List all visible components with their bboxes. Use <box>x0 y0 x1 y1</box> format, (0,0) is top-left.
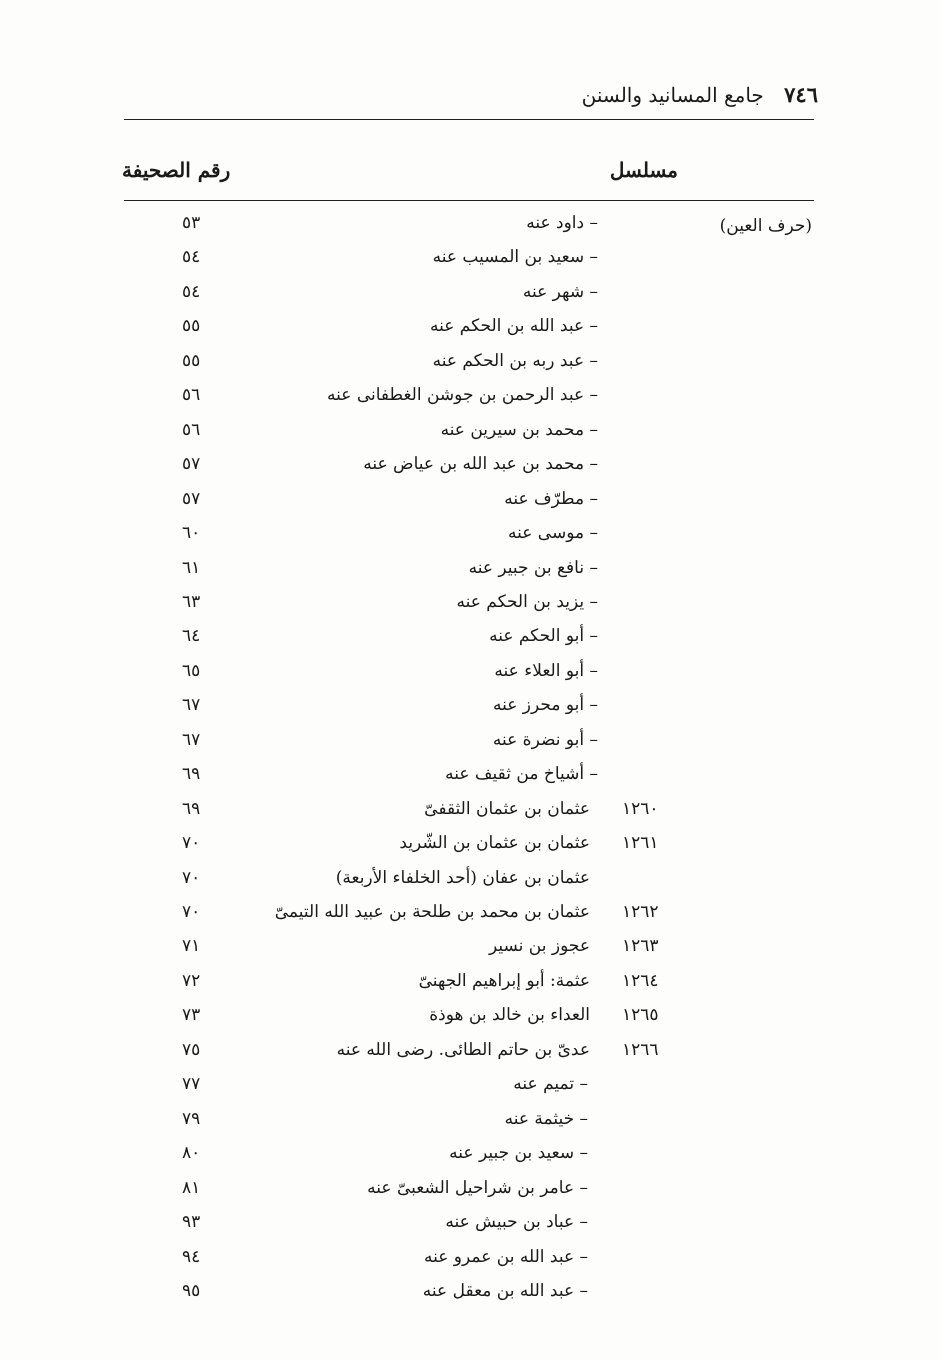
sub-entry-text: – داود عنه <box>526 213 598 233</box>
entry-text: عثمان بن عثمان بن الشّريد <box>399 833 590 854</box>
serial-number: ١٢٦١ <box>622 833 659 854</box>
page-ref: ٨٠ <box>182 1143 201 1164</box>
page-ref: ٦٩ <box>182 798 201 819</box>
header-rule <box>124 119 814 120</box>
page-ref: ٧٢ <box>182 970 201 991</box>
section-label: (حرف العين) <box>719 216 812 236</box>
index-row <box>0 729 940 763</box>
index-row <box>0 1004 940 1038</box>
entry-text: عثمة: أبو إبراهيم الجهنىّ <box>418 970 590 991</box>
sub-entry-text: – شهر عنه <box>522 281 598 302</box>
sub-entry-text: – أشياخ من ثقيف عنه <box>445 764 598 785</box>
entry-text: عثمان بن محمد بن طلحة بن عبيد الله التيمىّ <box>274 902 590 922</box>
sub-entry-text: – محمد بن عبد الله بن عياض عنه <box>363 454 598 475</box>
index-row <box>0 694 940 728</box>
index-row <box>0 798 940 832</box>
entry-text: عثمان بن عفان (أحد الخلفاء الأربعة) <box>335 867 590 888</box>
entry-text: العداء بن خالد بن هوذة <box>429 1005 590 1026</box>
sub-entry-text: – مطرّف عنه <box>504 488 598 509</box>
index-row <box>0 419 940 453</box>
index-row <box>0 315 940 349</box>
index-row <box>0 1177 940 1211</box>
page-ref: ٥٣ <box>182 213 201 233</box>
page-ref: ٦٥ <box>182 660 201 681</box>
page-ref: ٦٠ <box>182 523 201 544</box>
page-ref: ٥٥ <box>182 350 201 371</box>
page-ref: ٥٤ <box>182 281 201 302</box>
book-title: جامع المسانيد والسنن <box>581 83 764 107</box>
column-heading-rule <box>124 200 814 201</box>
sub-entry-text: – نافع بن جبير عنه <box>468 557 598 578</box>
sub-entry-text: – عبد الله بن عمرو عنه <box>424 1246 588 1267</box>
page-ref: ٥٦ <box>182 419 201 440</box>
sub-entry-text: – محمد بن سيرين عنه <box>440 419 598 440</box>
index-row <box>0 832 940 866</box>
index-row <box>0 212 940 246</box>
entry-text: عدىّ بن حاتم الطائى. رضى الله عنه <box>336 1039 590 1060</box>
page-ref: ٧٧ <box>182 1074 201 1095</box>
index-row <box>0 867 940 901</box>
page-ref: ٦٧ <box>182 695 201 716</box>
sub-entry-text: – عبد الله بن معقل عنه <box>422 1280 588 1301</box>
sub-entry-text: – أبو محرز عنه <box>492 695 598 716</box>
page-ref: ٧٣ <box>182 1005 201 1026</box>
index-row <box>0 1108 940 1142</box>
sub-entry-text: – يزيد بن الحكم عنه <box>456 591 598 612</box>
index-row <box>0 591 940 625</box>
page-ref: ٩٥ <box>182 1280 201 1301</box>
sub-entry-text: – أبو العلاء عنه <box>494 660 598 681</box>
page-ref: ٥٧ <box>182 488 201 509</box>
sub-entry-text: – موسى عنه <box>508 523 598 544</box>
index-row <box>0 453 940 487</box>
page-ref: ٥٤ <box>182 247 201 268</box>
serial-number: ١٢٦٥ <box>622 1005 659 1026</box>
index-row <box>0 1280 940 1314</box>
index-row <box>0 246 940 280</box>
index-row <box>0 384 940 418</box>
page-ref: ٦٤ <box>182 626 201 647</box>
page-ref: ٧٥ <box>182 1039 201 1060</box>
page-number: ٧٤٦ <box>784 82 818 107</box>
index-row <box>0 557 940 591</box>
index-row <box>0 901 940 935</box>
sub-entry-text: – أبو الحكم عنه <box>489 626 598 647</box>
index-row <box>0 1211 940 1245</box>
index-row <box>0 522 940 556</box>
sub-entry-text: – أبو نضرة عنه <box>492 729 598 750</box>
serial-column-heading: مسلسل <box>609 158 678 182</box>
page-ref: ٥٥ <box>182 316 201 337</box>
page-ref: ٦١ <box>182 557 201 578</box>
serial-number: ١٢٦٤ <box>622 970 659 991</box>
sub-entry-text: – عبد الله بن الحكم عنه <box>430 316 598 337</box>
page-ref: ٨١ <box>182 1177 201 1198</box>
page-ref: ٧٩ <box>182 1108 201 1129</box>
entry-text: عجوز بن نسير <box>489 936 590 957</box>
index-row <box>0 1073 940 1107</box>
page-ref: ٦٩ <box>182 764 201 785</box>
index-row <box>0 1142 940 1176</box>
page-ref: ٧٠ <box>182 902 201 922</box>
index-row <box>0 970 940 1004</box>
page-ref: ٧٠ <box>182 867 201 888</box>
page-ref: ٥٧ <box>182 454 201 475</box>
sub-entry-text: – عبد ربه بن الحكم عنه <box>432 350 598 371</box>
index-row <box>0 1039 940 1073</box>
page-ref: ٦٧ <box>182 729 201 750</box>
index-row <box>0 488 940 522</box>
running-header <box>582 82 818 107</box>
index-row <box>0 763 940 797</box>
page-ref: ٧٠ <box>182 833 201 854</box>
sub-entry-text: – سعيد بن المسيب عنه <box>432 247 598 268</box>
sub-entry-text: – سعيد بن جبير عنه <box>449 1143 588 1164</box>
serial-number: ١٢٦٠ <box>622 798 659 819</box>
index-row <box>0 660 940 694</box>
index-row <box>0 625 940 659</box>
serial-number: ١٢٦٣ <box>622 936 659 957</box>
serial-number: ١٢٦٦ <box>622 1039 659 1060</box>
page-ref: ٦٣ <box>182 591 201 612</box>
page-column-heading: رقم الصحيفة <box>122 158 231 182</box>
sub-entry-text: – خيثمة عنه <box>504 1108 588 1129</box>
entry-text: عثمان بن عثمان الثقفىّ <box>424 798 590 819</box>
index-row <box>0 281 940 315</box>
index-row <box>0 1246 940 1280</box>
page-ref: ٧١ <box>182 936 201 957</box>
sub-entry-text: – عباد بن حبيش عنه <box>445 1212 588 1233</box>
index-row <box>0 350 940 384</box>
sub-entry-text: – عبد الرحمن بن جوشن الغطفانى عنه <box>327 385 598 406</box>
page-ref: ٩٣ <box>182 1212 201 1233</box>
index-row <box>0 935 940 969</box>
sub-entry-text: – تميم عنه <box>513 1074 588 1095</box>
page-ref: ٥٦ <box>182 385 201 406</box>
serial-number: ١٢٦٢ <box>622 902 659 922</box>
sub-entry-text: – عامر بن شراحيل الشعبىّ عنه <box>367 1177 588 1198</box>
page-ref: ٩٤ <box>182 1246 201 1267</box>
